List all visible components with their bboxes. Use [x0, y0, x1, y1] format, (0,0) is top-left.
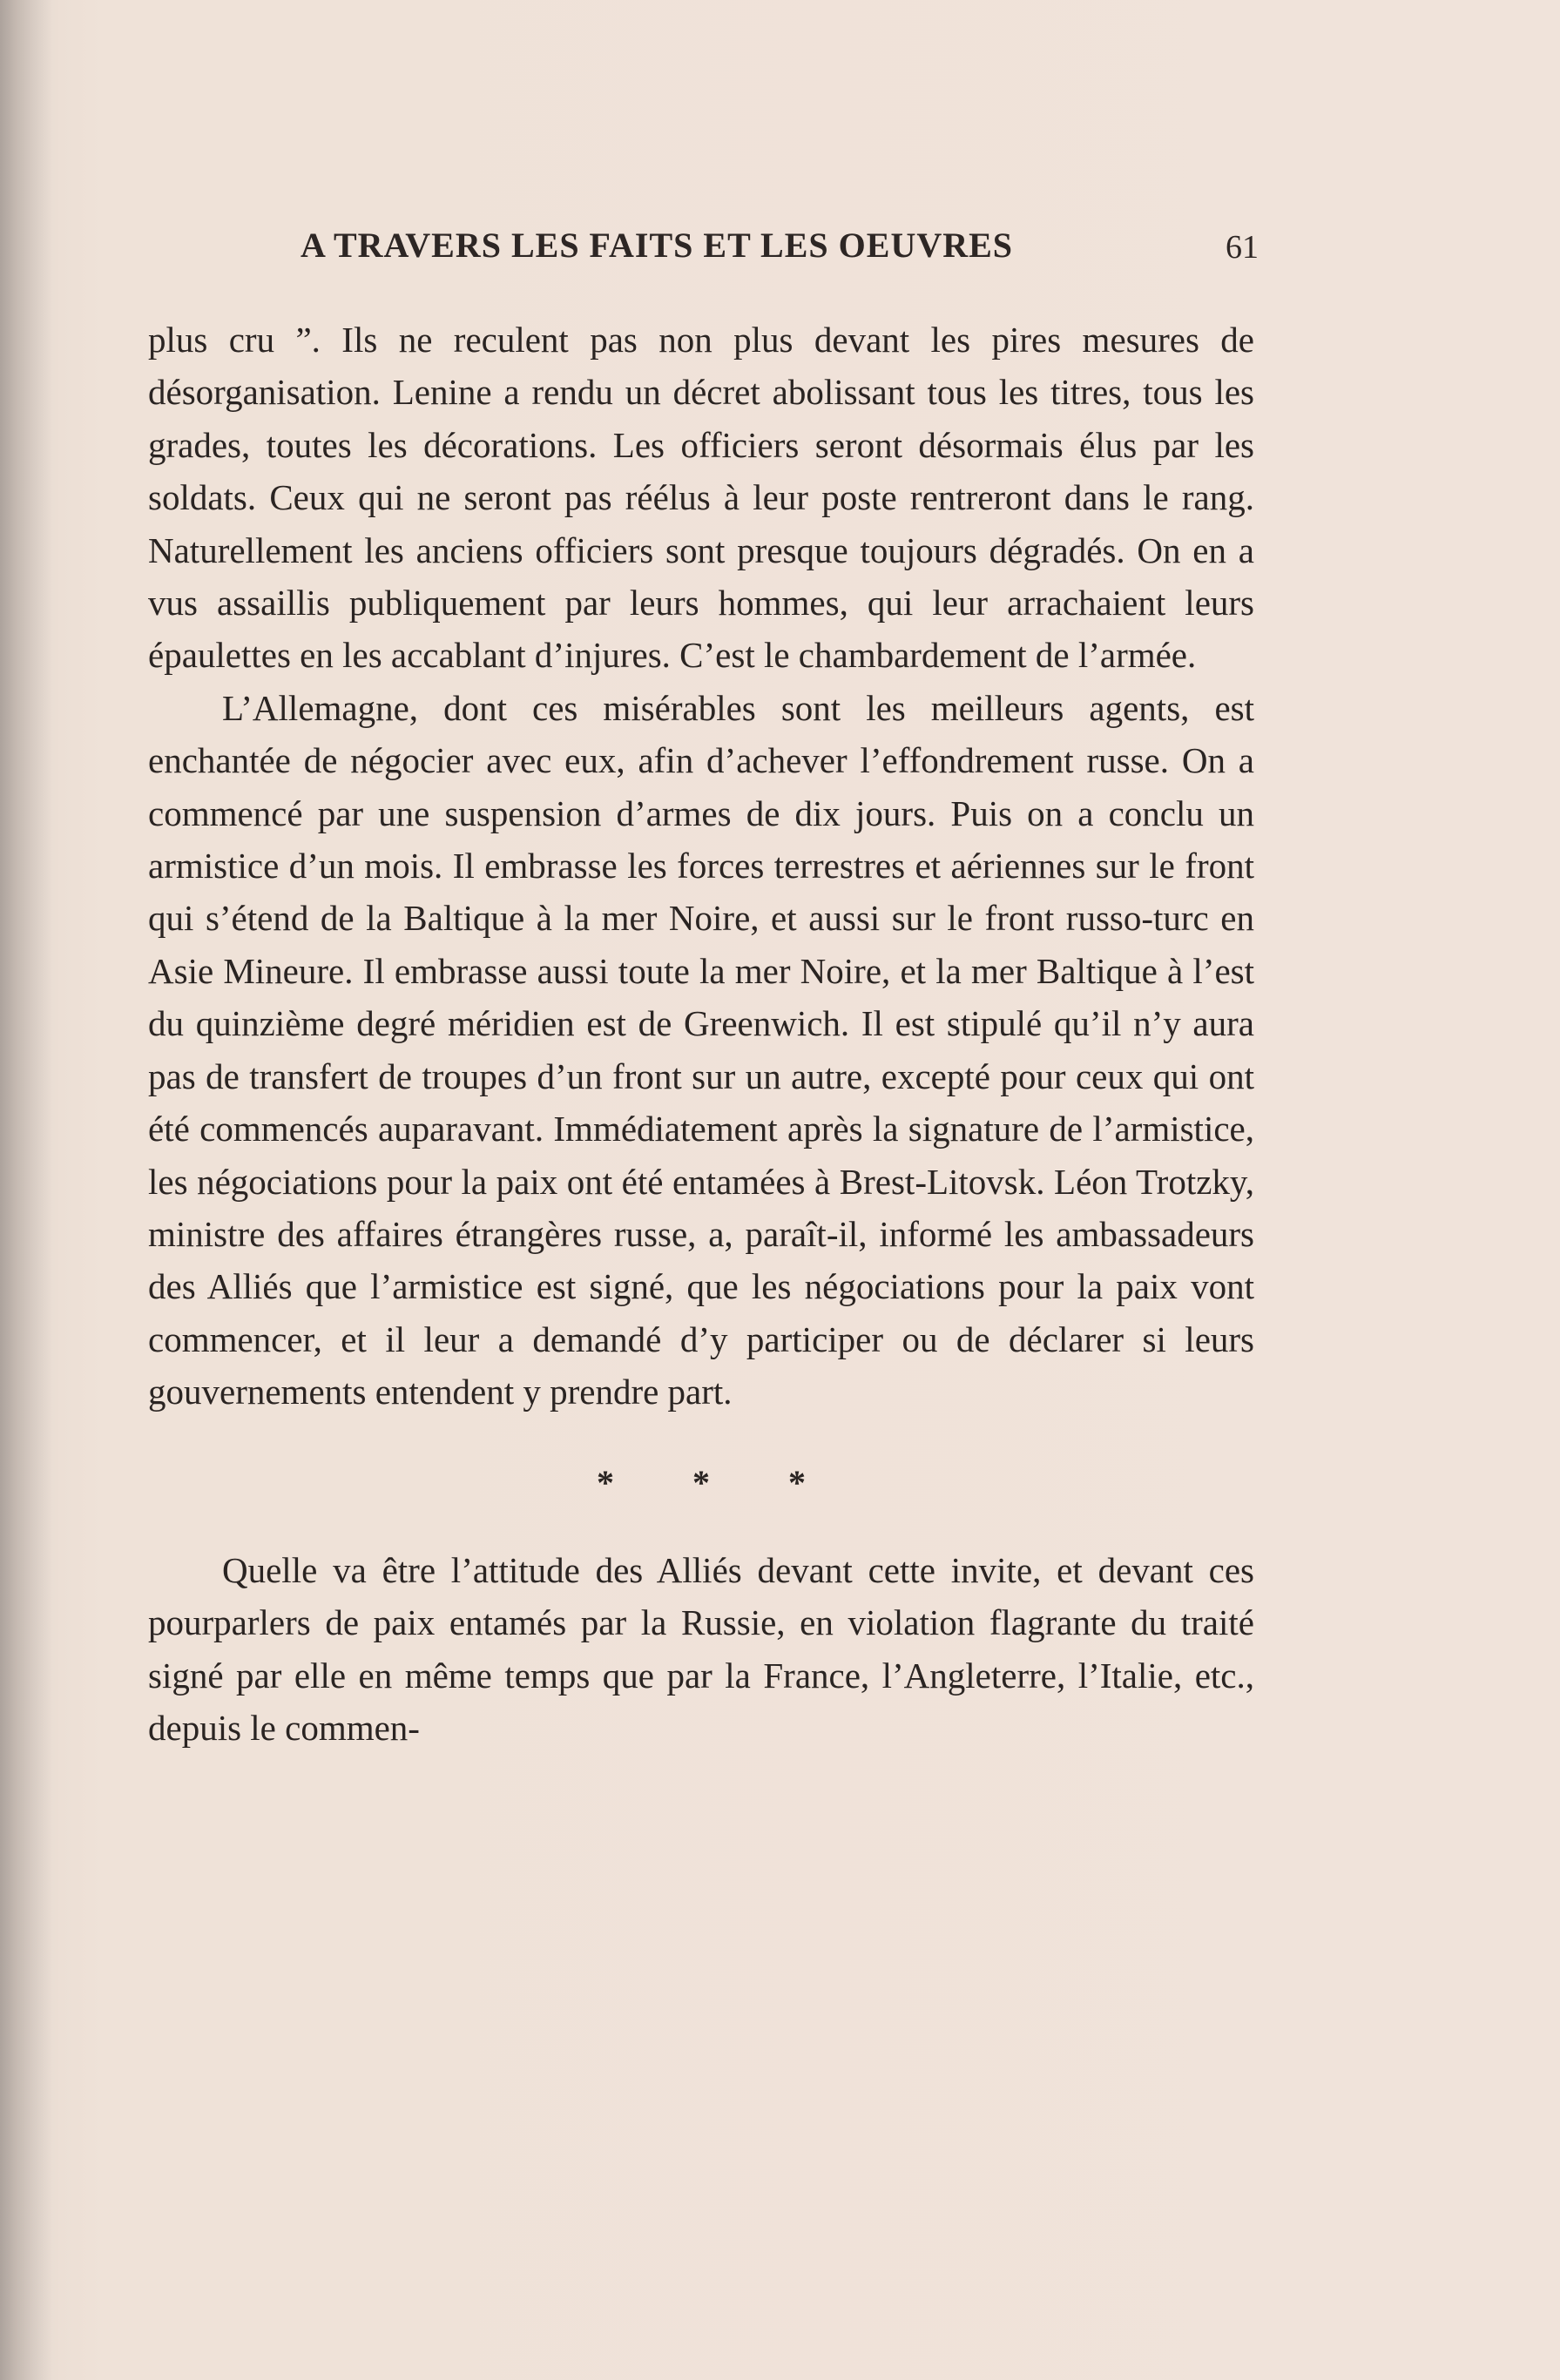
spine-shadow [0, 0, 52, 2380]
body-text [148, 314, 1254, 1755]
paragraph-2: L’Allemagne, dont ces misérables sont les meilleurs agents, est enchantée de négocier avec eux, afin d’achever l’effondrement russe. On a commencé par une suspension d’armes de dix jours. Puis on a conclu un armistice d’un mois. Il embrasse les forces terrestres et aériennes sur le front qui s’étend de la Baltique à la mer Noire, et aussi sur le front russo-turc en Asie Mineure. Il embrasse aussi toute la mer Noire, et la mer Baltique à l’est du quinzième degré méridien est de Greenwich. Il est stipulé qu’il n’y aura pas de transfert de troupes d’un front sur un autre, excepté pour ceux qui ont été commencés auparavant. Immédiatement après la signature de l’armistice, les négociations pour la paix ont été entamées à Brest-Litovsk. Léon Trotzky, ministre des affaires étrangères russe, a, paraît-il, informé les ambassadeurs des Alliés que l’armistice est signé, que les négociations pour la paix vont commencer, et il leur a demandé d’y participer ou de déclarer si leurs gouvernements entendent y prendre part. [148, 687, 1254, 1412]
page-header [301, 225, 1259, 277]
page-number: 61 [1226, 229, 1259, 266]
running-title: A TRAVERS LES FAITS ET LES OEUVRES [301, 226, 1014, 265]
paragraph-3: Quelle va être l’attitude des Alliés devant cette invite, et devant ces pourparlers de paix entamés par la Russie, en violation flagrante du traité signé par elle en même temps que par la France, l’Angleterre, l’Italie, etc., depuis le commen- [148, 1549, 1254, 1749]
section-separator: * * * [597, 1462, 841, 1502]
paragraph-1: plus cru ”. Ils ne reculent pas non plus devant les pires mesures de désorganisation. Lenine a rendu un décret abolissant tous les titres, tous les grades, toutes les décorations. Les officiers seront désormais élus par les soldats. Ceux qui ne seront pas réélus à leur poste rentreront dans le rang. Naturellement les anciens officiers sont presque toujours dégradés. On en a vus assaillis publiquement par leurs hommes, qui leur arrachaient leurs épaulettes en les accablant d’injures. C’est le chambardement de l’armée. [148, 320, 1254, 676]
